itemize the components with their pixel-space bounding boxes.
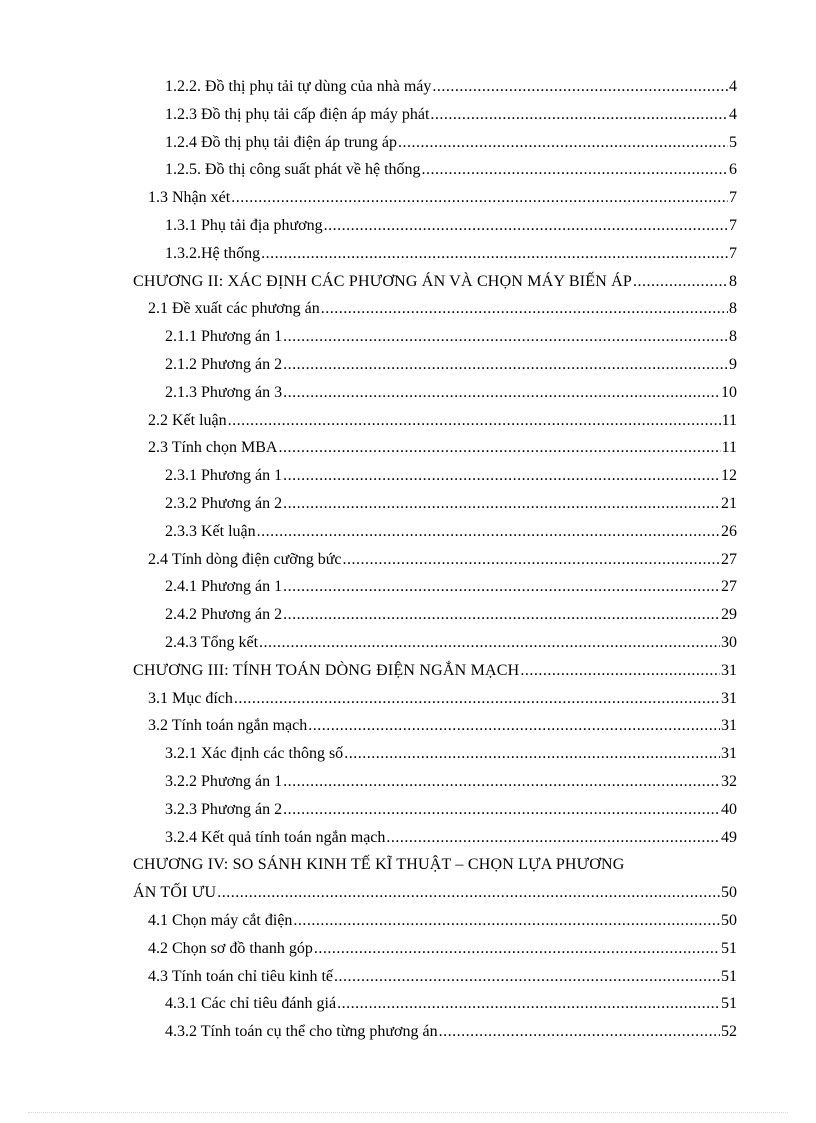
toc-entry-page: 7 (729, 189, 737, 207)
toc-entry-page: 51 (721, 967, 737, 985)
toc-leader-dots (432, 73, 728, 101)
toc-entry-title: 4.2 Chọn sơ đồ thanh góp (148, 939, 313, 957)
toc-entry[interactable] (0, 990, 737, 1018)
toc-entry-title: 2.1.1 Phương án 1 (165, 328, 283, 346)
toc-entry[interactable] (0, 963, 737, 991)
toc-entry-page: 5 (729, 133, 737, 151)
toc-entry[interactable] (0, 573, 737, 601)
toc-leader-dots (439, 1018, 720, 1046)
toc-entry-page: 29 (721, 606, 737, 624)
toc-leader-dots (257, 518, 720, 546)
toc-entry-page: 11 (721, 439, 737, 457)
toc-entry-title: 2.1.3 Phương án 3 (165, 383, 283, 401)
toc-leader-dots (308, 712, 720, 740)
toc-leader-dots (234, 685, 720, 713)
toc-leader-dots (293, 907, 720, 935)
toc-entry[interactable] (0, 351, 737, 379)
table-of-contents (0, 73, 816, 1046)
toc-entry-page: 7 (729, 216, 737, 234)
toc-entry-title: 2.1.2 Phương án 2 (165, 355, 283, 373)
toc-entry-page: 27 (721, 550, 737, 568)
toc-entry-title: 1.3.1 Phụ tải địa phương (165, 216, 323, 234)
toc-entry-page: 8 (729, 300, 737, 318)
toc-entry-title: 1.3 Nhận xét (148, 189, 231, 207)
toc-entry-title: 1.3.2.Hệ thống (165, 244, 261, 262)
toc-entry-page: 12 (721, 467, 737, 485)
toc-entry-title: 2.4.2 Phương án 2 (165, 606, 283, 624)
toc-entry-page: 8 (729, 328, 737, 346)
toc-entry-page: 51 (721, 939, 737, 957)
toc-entry[interactable] (0, 740, 737, 768)
toc-entry-title: 2.4 Tính dòng điện cưỡng bức (148, 550, 342, 568)
toc-leader-dots (520, 657, 720, 685)
toc-leader-dots (283, 462, 720, 490)
toc-leader-dots (283, 573, 720, 601)
toc-entry[interactable] (0, 212, 737, 240)
toc-chapter-entry[interactable] (0, 879, 737, 907)
toc-entry[interactable] (0, 184, 737, 212)
toc-entry-page: 32 (721, 772, 737, 790)
toc-entry-title: 3.2.2 Phương án 1 (165, 772, 283, 790)
toc-entry-page: 31 (721, 745, 737, 763)
toc-entry-page: 8 (729, 272, 737, 290)
toc-entry-page: 40 (721, 800, 737, 818)
toc-entry-title: ÁN TỐI ƯU (133, 884, 217, 902)
toc-chapter-entry[interactable] (0, 268, 737, 296)
toc-entry-title: 2.4.1 Phương án 1 (165, 578, 283, 596)
toc-leader-dots (324, 212, 728, 240)
toc-chapter-title-line1: CHƯƠNG IV: SO SÁNH KINH TẾ KĨ THUẬT – CHỌN LỰA PHƯƠNG (133, 856, 625, 874)
toc-leader-dots (398, 129, 728, 157)
toc-entry-page: 6 (729, 161, 737, 179)
toc-entry-title: 3.2.3 Phương án 2 (165, 800, 283, 818)
toc-entry[interactable] (0, 129, 737, 157)
toc-entry[interactable] (0, 518, 737, 546)
toc-entry[interactable] (0, 546, 737, 574)
toc-entry-page: 50 (721, 911, 737, 929)
toc-entry-page: 31 (721, 661, 737, 679)
toc-entry-title: 2.3.3 Kết luận (165, 522, 256, 540)
toc-entry[interactable] (0, 462, 737, 490)
toc-leader-dots (283, 768, 720, 796)
toc-leader-dots (278, 434, 720, 462)
toc-entry[interactable] (0, 796, 737, 824)
toc-entry[interactable] (0, 1018, 737, 1046)
toc-entry[interactable] (0, 907, 737, 935)
toc-leader-dots (217, 879, 720, 907)
toc-leader-dots (422, 156, 728, 184)
toc-entry[interactable] (0, 601, 737, 629)
toc-leader-dots (430, 101, 728, 129)
toc-entry-title: 1.2.3 Đồ thị phụ tải cấp điện áp máy phát (165, 105, 430, 123)
toc-leader-dots (228, 407, 721, 435)
toc-entry[interactable] (0, 379, 737, 407)
toc-entry-title: 2.1 Đề xuất các phương án (148, 300, 320, 318)
toc-entry-title: 1.2.5. Đồ thị công suất phát về hệ thống (165, 161, 421, 179)
toc-entry-title: 3.2.4 Kết quả tính toán ngắn mạch (165, 828, 386, 846)
toc-entry-page: 52 (721, 1023, 737, 1041)
toc-entry[interactable] (0, 434, 737, 462)
toc-leader-dots (334, 963, 720, 991)
toc-chapter-entry[interactable] (0, 657, 737, 685)
toc-entry-title: CHƯƠNG II: XÁC ĐỊNH CÁC PHƯƠNG ÁN VÀ CHỌN MÁY BIẾN ÁP (133, 272, 632, 290)
toc-entry-page: 4 (729, 78, 737, 95)
toc-entry-title: 4.3.2 Tính toán cụ thể cho từng phương án (165, 1023, 438, 1041)
toc-entry-page: 7 (729, 244, 737, 262)
toc-entry-title: 3.1 Mục đích (148, 689, 233, 707)
toc-entry-page: 11 (721, 411, 737, 429)
toc-entry-title: 2.3 Tính chọn MBA (148, 439, 278, 457)
toc-leader-dots (261, 240, 728, 268)
toc-entry-title: 3.2.1 Xác định các thông số (165, 745, 344, 763)
toc-entry[interactable] (0, 295, 737, 323)
toc-leader-dots (314, 935, 720, 963)
toc-entry-page: 31 (721, 689, 737, 707)
toc-entry[interactable] (0, 407, 737, 435)
toc-leader-dots (283, 490, 720, 518)
toc-leader-dots (283, 796, 720, 824)
toc-entry[interactable] (0, 935, 737, 963)
toc-entry-page: 4 (729, 105, 737, 123)
toc-entry-title: 2.2 Kết luận (148, 411, 227, 429)
toc-entry[interactable] (0, 629, 737, 657)
toc-entry-title: 4.3.1 Các chỉ tiêu đánh giá (165, 995, 337, 1013)
toc-entry-title: 4.3 Tính toán chỉ tiêu kinh tế (148, 967, 334, 985)
toc-entry-page: 30 (721, 633, 737, 651)
toc-entry[interactable] (0, 490, 737, 518)
toc-entry-page: 49 (721, 828, 737, 846)
toc-entry[interactable] (0, 712, 737, 740)
toc-entry-page: 31 (721, 717, 737, 735)
toc-entry-title: 1.2.2. Đồ thị phụ tải tự dùng của nhà máy (165, 78, 432, 95)
toc-leader-dots (283, 351, 728, 379)
toc-leader-dots (337, 990, 720, 1018)
toc-entry[interactable] (0, 73, 737, 101)
toc-entry-title: 3.2 Tính toán ngắn mạch (148, 717, 308, 735)
toc-entry[interactable] (0, 685, 737, 713)
toc-entry[interactable] (0, 101, 737, 129)
page-bottom-divider (28, 1112, 788, 1113)
toc-leader-dots (344, 740, 720, 768)
toc-leader-dots (283, 601, 720, 629)
toc-entry-title: 2.4.3 Tổng kết (165, 633, 259, 651)
toc-leader-dots (231, 184, 728, 212)
toc-leader-dots (342, 546, 720, 574)
toc-leader-dots (386, 824, 720, 852)
toc-leader-dots (633, 268, 728, 296)
toc-entry-title: CHƯƠNG III: TÍNH TOÁN DÒNG ĐIỆN NGẮN MẠCH (133, 661, 520, 679)
toc-entry-page: 51 (721, 995, 737, 1013)
toc-entry-page: 50 (721, 884, 737, 902)
toc-leader-dots (259, 629, 720, 657)
toc-entry-page: 21 (721, 494, 737, 512)
toc-entry-title: 4.1 Chọn máy cắt điện (148, 911, 293, 929)
toc-entry[interactable] (0, 323, 737, 351)
toc-entry-page: 10 (721, 383, 737, 401)
toc-entry-page: 26 (721, 522, 737, 540)
toc-entry[interactable] (0, 156, 737, 184)
toc-entry-title: 1.2.4 Đồ thị phụ tải điện áp trung áp (165, 133, 397, 151)
toc-entry-page: 27 (721, 578, 737, 596)
toc-entry-title: 2.3.2 Phương án 2 (165, 494, 283, 512)
toc-leader-dots (283, 323, 728, 351)
toc-leader-dots (321, 295, 728, 323)
toc-leader-dots (283, 379, 720, 407)
toc-entry[interactable] (0, 240, 737, 268)
toc-entry[interactable] (0, 768, 737, 796)
toc-entry[interactable] (0, 824, 737, 852)
toc-entry-page: 9 (729, 355, 737, 373)
toc-entry-title: 2.3.1 Phương án 1 (165, 467, 283, 485)
